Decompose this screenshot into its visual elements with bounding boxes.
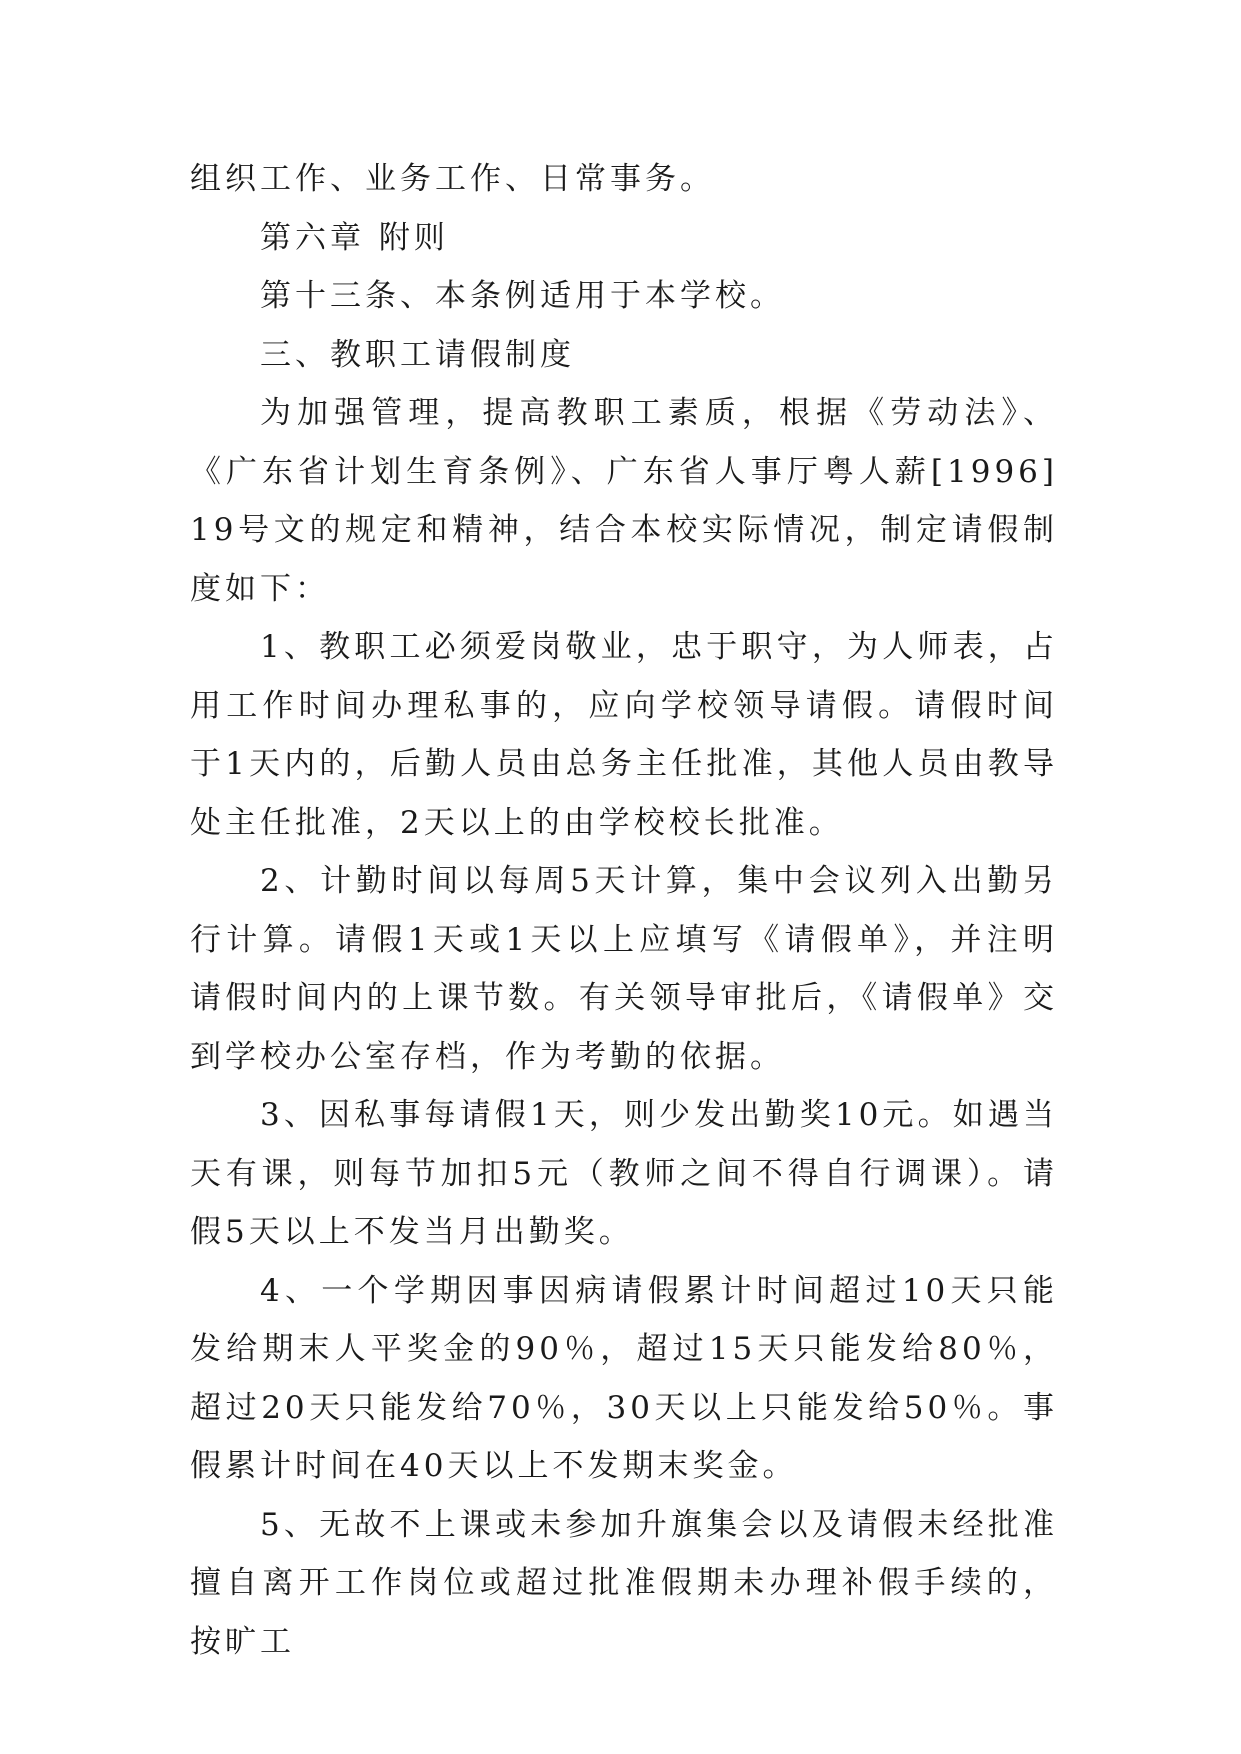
rule-paragraph-3: 3、因私事每请假1天，则少发出勤奖10元。如遇当天有课，则每节加扣5元（教师之间不得自行调课）。请假5天以上不发当月出勤奖。 (190, 1097, 1058, 1250)
rule-paragraph-5: 5、无故不上课或未参加升旗集会以及请假未经批准擅自离开工作岗位或超过批准假期未办理补假手续的，按旷工 (190, 1506, 1058, 1660)
rule-paragraph-4: 4、一个学期因事因病请假累计时间超过10天只能发给期末人平奖金的90％，超过15天只能发给80％，超过20天只能发给70％，30天以上只能发给50％。事假累计时间在40天以上不发期末奖金。 (190, 1272, 1058, 1484)
intro-paragraph: 为加强管理，提高教职工素质，根据《劳动法》、《广东省计划生育条例》、广东省人事厅粤人薪[1996]19号文的规定和精神，结合本校实际情况，制定请假制度如下： (190, 395, 1058, 607)
chapter-heading: 第六章 附则 (260, 219, 449, 256)
document-page (190, 150, 1058, 1671)
paragraph-continuation: 组织工作、业务工作、日常事务。 (190, 161, 715, 197)
section-heading: 三、教职工请假制度 (260, 336, 575, 373)
article-paragraph: 第十三条、本条例适用于本学校。 (260, 278, 785, 314)
rule-paragraph-1: 1、教职工必须爱岗敬业，忠于职守，为人师表，占用工作时间办理私事的，应向学校领导请假。请假时间于1天内的，后勤人员由总务主任批准，其他人员由教导处主任批准，2天以上的由学校校长批准。 (190, 629, 1058, 841)
rule-paragraph-2: 2、计勤时间以每周5天计算，集中会议列入出勤另行计算。请假1天或1天以上应填写《请假单》，并注明请假时间内的上课节数。有关领导审批后，《请假单》交到学校办公室存档，作为考勤的依据。 (190, 863, 1058, 1075)
